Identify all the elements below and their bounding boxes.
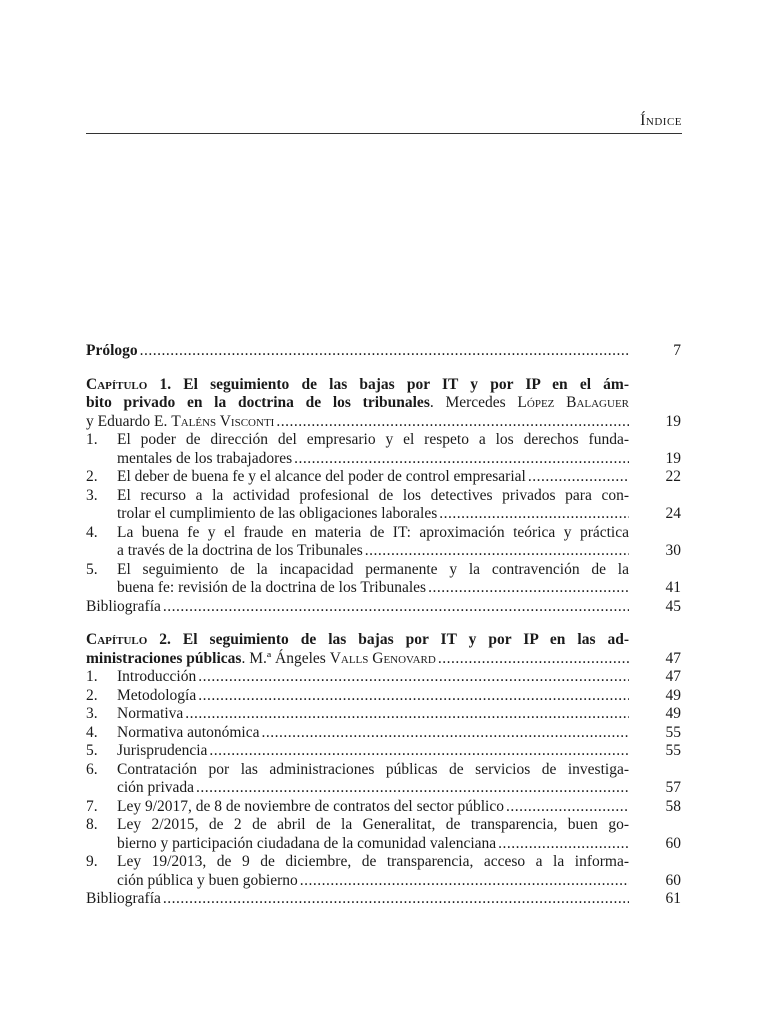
toc-item-cont bbox=[86, 835, 682, 854]
item-number: 3. bbox=[86, 705, 98, 722]
dot-leader bbox=[161, 598, 629, 617]
item-number: 1. bbox=[86, 668, 98, 685]
dot-leader bbox=[207, 742, 629, 761]
toc-page-number: 19 bbox=[665, 412, 681, 430]
dot-leader bbox=[363, 542, 629, 561]
toc-page-number: 30 bbox=[665, 542, 681, 559]
running-head bbox=[86, 112, 682, 130]
toc-item[interactable] bbox=[86, 742, 682, 761]
chapter-label: Capítulo 2. bbox=[86, 631, 171, 648]
dot-leader bbox=[437, 505, 629, 524]
table-of-contents bbox=[86, 342, 682, 909]
toc-page-number: 41 bbox=[665, 579, 681, 596]
toc-page-number: 45 bbox=[665, 597, 681, 615]
toc-item-cont bbox=[86, 542, 682, 561]
item-text: a través de la doctrina de los Tribunales bbox=[117, 542, 363, 559]
toc-item[interactable] bbox=[86, 668, 682, 687]
item-text: ción pública y buen gobierno bbox=[117, 871, 298, 889]
item-number: 6. bbox=[86, 760, 98, 778]
item-number: 4. bbox=[86, 523, 98, 541]
toc-item[interactable] bbox=[86, 724, 682, 743]
dot-leader bbox=[436, 650, 629, 669]
item-text: El seguimiento de la incapacidad permanente y la contravención de la bbox=[117, 560, 629, 578]
toc-page-number: 24 bbox=[665, 505, 681, 522]
toc-item[interactable] bbox=[86, 798, 682, 817]
running-head-text: Índice bbox=[640, 112, 682, 129]
chapter-title: bito privado en la doctrina de los tribunales bbox=[86, 394, 430, 411]
item-text: Contratación por las administraciones públicas de servicios de investiga- bbox=[117, 760, 629, 778]
item-number: 5. bbox=[86, 742, 98, 759]
dot-leader bbox=[183, 705, 629, 724]
item-number: 7. bbox=[86, 797, 98, 815]
chapter-title: El seguimiento de las bajas por IT y por IP en las ad- bbox=[170, 631, 630, 648]
author-prefix: . Mercedes bbox=[429, 394, 518, 411]
chapter-label: Capítulo 1. bbox=[86, 375, 172, 393]
item-text: La buena fe y el fraude en materia de IT: aproximación teórica y práctica bbox=[117, 523, 629, 541]
toc-entry-label: Bibliografía bbox=[86, 597, 161, 615]
dot-leader bbox=[496, 835, 629, 854]
chapter-title: ministraciones públicas bbox=[86, 649, 242, 667]
toc-item-cont bbox=[86, 579, 682, 598]
item-text: Introducción bbox=[117, 668, 197, 685]
item-text: Normativa bbox=[117, 705, 184, 722]
chapter-2-title-line-2 bbox=[86, 650, 682, 669]
chapter-1-title-line-3 bbox=[86, 413, 682, 432]
toc-item-cont bbox=[86, 450, 682, 469]
toc-entry-label: Prólogo bbox=[86, 342, 138, 359]
item-text: El poder de dirección del empresario y el respeto a los derechos funda- bbox=[117, 431, 629, 448]
author-surname: López Balaguer bbox=[517, 394, 629, 411]
toc-item[interactable] bbox=[86, 816, 682, 835]
dot-leader bbox=[196, 687, 629, 706]
author-surname: Valls Genovard bbox=[329, 649, 436, 667]
toc-page-number: 57 bbox=[665, 779, 681, 796]
toc-page-number: 55 bbox=[665, 723, 681, 741]
item-number: 8. bbox=[86, 816, 98, 833]
toc-entry-bibliografia[interactable] bbox=[86, 598, 682, 617]
item-text: Normativa autonómica bbox=[117, 723, 260, 741]
item-number: 9. bbox=[86, 853, 98, 870]
chapter-title: El seguimiento de las bajas por IT y por IP en el ám- bbox=[171, 375, 629, 393]
toc-item-cont bbox=[86, 505, 682, 524]
toc-page-number: 47 bbox=[665, 649, 681, 667]
toc-item[interactable] bbox=[86, 687, 682, 706]
dot-leader bbox=[196, 668, 629, 687]
toc-item[interactable] bbox=[86, 524, 682, 543]
header-rule bbox=[86, 133, 682, 134]
toc-item-cont bbox=[86, 779, 682, 798]
item-number: 3. bbox=[86, 486, 98, 504]
toc-entry-bibliografia[interactable] bbox=[86, 890, 682, 909]
toc-page-number: 60 bbox=[665, 871, 681, 889]
dot-leader bbox=[526, 468, 629, 487]
item-text: Ley 2/2015, de 2 de abril de la Generalitat, de transparencia, buen go- bbox=[117, 816, 629, 833]
toc-item[interactable] bbox=[86, 468, 682, 487]
chapter-1-title-line-1[interactable] bbox=[86, 376, 682, 395]
dot-leader bbox=[161, 890, 629, 909]
item-text: trolar el cumplimiento de las obligaciones laborales bbox=[117, 505, 438, 522]
dot-leader bbox=[274, 413, 629, 432]
item-number: 2. bbox=[86, 686, 98, 704]
toc-page-number: 55 bbox=[665, 742, 681, 759]
item-number: 5. bbox=[86, 560, 98, 578]
dot-leader bbox=[298, 872, 629, 891]
toc-page-number: 61 bbox=[665, 890, 681, 907]
toc-page-number: 60 bbox=[665, 834, 681, 852]
toc-item[interactable] bbox=[86, 853, 682, 872]
toc-page-number: 19 bbox=[665, 449, 681, 467]
item-number: 1. bbox=[86, 431, 98, 448]
item-text: ción privada bbox=[117, 779, 195, 796]
toc-item[interactable] bbox=[86, 561, 682, 580]
toc-entry-label: Bibliografía bbox=[86, 890, 161, 907]
item-text: Ley 9/2017, de 8 de noviembre de contratos del sector público bbox=[117, 797, 504, 815]
toc-item[interactable] bbox=[86, 431, 682, 450]
toc-page-number: 58 bbox=[665, 797, 681, 815]
author-prefix: y Eduardo E. bbox=[86, 412, 172, 430]
item-text: El deber de buena fe y el alcance del poder de control empresarial bbox=[117, 468, 526, 485]
toc-item[interactable] bbox=[86, 487, 682, 506]
item-text: buena fe: revisión de la doctrina de los Tribunales bbox=[117, 579, 427, 596]
dot-leader bbox=[194, 779, 629, 798]
item-text: El recurso a la actividad profesional de los detectives privados para con- bbox=[117, 486, 629, 504]
item-number: 4. bbox=[86, 723, 98, 741]
chapter-2-title-line-1[interactable] bbox=[86, 631, 682, 650]
dot-leader bbox=[504, 798, 629, 817]
item-text: bierno y participación ciudadana de la comunidad valenciana bbox=[117, 834, 497, 852]
item-text: mentales de los trabajadores bbox=[117, 449, 293, 467]
toc-page-number: 49 bbox=[665, 686, 681, 704]
dot-leader bbox=[138, 342, 629, 361]
dot-leader bbox=[259, 724, 629, 743]
toc-page-number: 7 bbox=[673, 342, 681, 359]
item-text: Metodología bbox=[117, 686, 197, 704]
item-text: Jurisprudencia bbox=[117, 742, 208, 759]
toc-item-cont bbox=[86, 872, 682, 891]
toc-item[interactable] bbox=[86, 705, 682, 724]
dot-leader bbox=[426, 579, 629, 598]
dot-leader bbox=[292, 450, 629, 469]
toc-page-number: 22 bbox=[665, 468, 681, 485]
toc-entry-prologo[interactable] bbox=[86, 342, 682, 361]
toc-page-number: 49 bbox=[665, 705, 681, 722]
item-number: 2. bbox=[86, 468, 98, 485]
toc-item[interactable] bbox=[86, 761, 682, 780]
item-text: Ley 19/2013, de 9 de diciembre, de transparencia, acceso a la informa- bbox=[117, 853, 629, 870]
author-prefix: . M.ª Ángeles bbox=[241, 649, 330, 667]
chapter-1-title-line-2 bbox=[86, 394, 682, 413]
author-surname: Taléns Visconti bbox=[171, 412, 275, 430]
toc-page-number: 47 bbox=[665, 668, 681, 685]
